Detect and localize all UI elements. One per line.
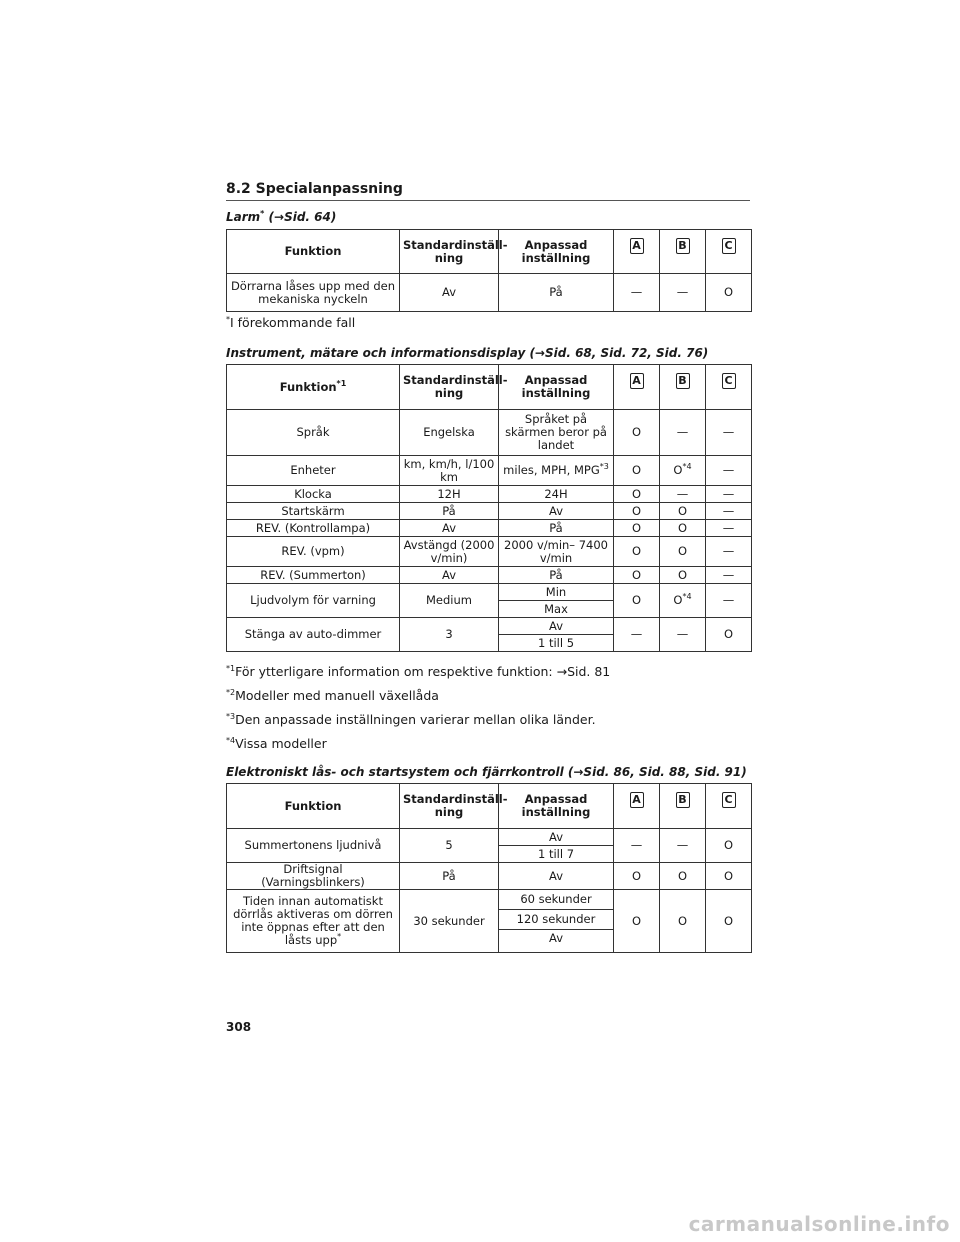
header-b [660,365,706,410]
header-standard: Standardinställ-ning [400,365,499,410]
letter-b-icon: B [676,792,690,808]
header-standard: Standardinställ-ning [400,784,499,829]
header-funktion: Funktion [227,230,400,274]
table-row: 120 sekunder [227,910,752,930]
table2-heading: Instrument, mätare och informationsdisplay (→Sid. 68, Sid. 72, Sid. 76) [226,346,709,360]
larm-table [226,229,752,312]
table-row: Klocka 12H 24H O — — [227,486,752,503]
table1-heading: Larm* (→Sid. 64) [226,209,337,224]
table-header-row [227,784,752,829]
page-number: 308 [226,1020,252,1034]
table-row: 1 till 7 [227,846,752,863]
section-header [226,178,750,201]
letter-c-icon: C [722,792,736,808]
table-header-row [227,230,752,274]
header-c [706,784,752,829]
header-anpassad: Anpassad inställning [499,230,614,274]
letter-b-icon: B [676,373,690,389]
header-a [614,784,660,829]
table-row: Driftsignal (Varningsblinkers) På Av O O O [227,863,752,890]
letter-c-icon: C [722,238,736,254]
table-row: Startskärm På Av O O — [227,503,752,520]
table-row: Ljudvolym för varning Medium Min O $O^{*4}$ — [227,584,752,601]
header-anpassad: Anpassad inställning [499,784,614,829]
table-row: Språk Engelska Språket på skärmen beror på landet O — — [227,410,752,456]
header-funktion: Funktion$^{*1}$ [227,365,400,410]
table-row: REV. (Kontrollampa) Av På O O — [227,520,752,537]
header-funktion: Funktion [227,784,400,829]
footnote: $^{*1}$För ytterligare information om respektive funktion: →Sid. 81 [226,663,611,679]
table3-heading: Elektroniskt lås- och startsystem och fjärrkontroll (→Sid. 86, Sid. 88, Sid. 91) [226,765,747,779]
instrument-table [226,364,752,652]
header-anpassad: Anpassad inställning [499,365,614,410]
lock-system-table [226,783,752,953]
table-row: 1 till 5 [227,635,752,652]
section-title: 8.2 Specialanpassning [226,181,403,197]
table-row: Max [227,601,752,618]
letter-c-icon: C [722,373,736,389]
header-c [706,365,752,410]
header-standard: Standardinställ-ning [400,230,499,274]
footnote: $^{*2}$Modeller med manuell växellåda [226,687,439,703]
footnote: $^{*4}$Vissa modeller [226,735,327,751]
footnote: $^{*3}$Den anpassade inställningen varierar mellan olika länder. [226,711,596,727]
table-row: REV. (vpm) Avstängd (2000 v/min) 2000 v/min– 7400 v/min O O — [227,537,752,567]
header-a [614,230,660,274]
header-a [614,365,660,410]
letter-b-icon: B [676,238,690,254]
letter-a-icon: A [630,792,644,808]
table-row: Dörrarna låses upp med den mekaniska nyckeln Av På — — O [227,274,752,312]
table-row: Enheter km, km/h, l/100 km miles, MPH, MPG$^{*3}$ O $O^{*4}$ — [227,456,752,486]
table-row: Av [227,930,752,953]
table-row: Stänga av auto-dimmer 3 Av — — O [227,618,752,635]
watermark: carmanualsonline.info [688,1212,950,1236]
table-header-row [227,365,752,410]
table-row: Tiden innan automatiskt dörrlås aktiveras om dörren inte öppnas efter att den låsts upp* 30 sekunder 60 sekunder O O O [227,890,752,910]
table-row: Summertonens ljudnivå 5 Av — — O [227,829,752,846]
letter-a-icon: A [630,373,644,389]
header-c [706,230,752,274]
letter-a-icon: A [630,238,644,254]
header-b [660,784,706,829]
header-b [660,230,706,274]
footnote: *I förekommande fall [226,314,356,330]
table-row: REV. (Summerton) Av På O O — [227,567,752,584]
